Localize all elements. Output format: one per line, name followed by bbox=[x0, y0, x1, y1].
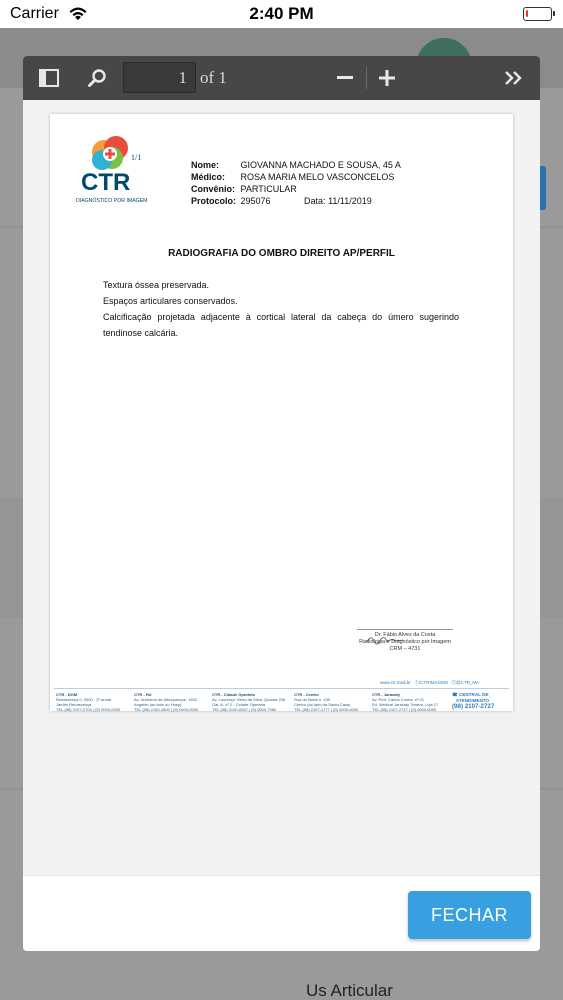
doctor-name: ROSA MARIA MELO VASCONCELOS bbox=[240, 172, 395, 182]
sidebar-toggle-icon[interactable] bbox=[35, 56, 63, 100]
protocol-label: Protocolo: bbox=[191, 196, 236, 206]
signature-name: Dr. Fábio Alves da Costa bbox=[374, 632, 436, 638]
footer-unit bbox=[212, 692, 288, 712]
close-button[interactable]: FECHAR bbox=[408, 891, 531, 939]
background-list-label: Us Articular bbox=[306, 981, 393, 1000]
page-indicator: 1/1 bbox=[131, 153, 142, 162]
unit-address: Av. Prof. Carlos Cunha, nº 01 bbox=[372, 697, 425, 702]
footer-site: www.ctr.med.br bbox=[380, 680, 411, 685]
unit-name: CTR - Jaracaty bbox=[372, 692, 401, 697]
pdf-viewer-area[interactable] bbox=[23, 100, 540, 875]
patient-name-row bbox=[191, 160, 401, 170]
unit-phone: TEL.(98) 3190-0057 | (9) 0000-7980 bbox=[212, 707, 277, 712]
facebook-icon: ⓕ bbox=[414, 680, 420, 685]
double-chevron-right-icon[interactable] bbox=[501, 56, 527, 100]
minus-icon[interactable] bbox=[333, 56, 357, 100]
central-phone: (98) 2107-2727 bbox=[452, 703, 495, 710]
page-total-label: of 1 bbox=[200, 68, 227, 87]
doctor-label: Médico: bbox=[191, 172, 226, 182]
date-value: 11/11/2019 bbox=[328, 196, 372, 206]
insurance-row bbox=[191, 184, 297, 194]
insurance-label: Convênio: bbox=[191, 184, 235, 194]
unit-address: Gal. A, nº 2 - Cidade Operária bbox=[212, 702, 266, 707]
phone-icon: ☎ bbox=[452, 692, 458, 697]
unit-name: CTR - DOM bbox=[56, 692, 78, 697]
patient-name-label: Nome: bbox=[191, 160, 220, 170]
finding-line: tendinose calcária. bbox=[103, 328, 179, 338]
footer-unit bbox=[56, 692, 132, 712]
unit-address: Renascença II, 0000 - 2º andar bbox=[56, 697, 112, 702]
report-modal bbox=[23, 56, 540, 951]
page-number-input[interactable]: 1 bbox=[123, 62, 196, 93]
unit-address: Centro (ao lado da Santa Casa) bbox=[294, 702, 351, 707]
instagram-icon: ◎ bbox=[451, 680, 457, 685]
signature-crm: CRM – 4731 bbox=[389, 646, 421, 652]
unit-address: Angelim (ao lado do Hosp) bbox=[134, 702, 182, 707]
exam-title: RADIOGRAFIA DO OMBRO DIREITO AP/PERFIL bbox=[168, 248, 395, 259]
signature-line bbox=[357, 629, 453, 630]
status-time: 2:40 PM bbox=[249, 4, 314, 23]
footer-social bbox=[380, 680, 479, 686]
unit-phone: TEL.(98) 2107-1777 | (9) 0000-0000 bbox=[294, 707, 359, 712]
central-label: CENTRAL DE bbox=[459, 692, 489, 697]
protocol-value: 295076 bbox=[240, 196, 271, 206]
signature-specialty: Radiologia e Diagnóstico por Imagem bbox=[359, 639, 451, 645]
plus-icon[interactable] bbox=[375, 56, 399, 100]
date-label: Data: bbox=[304, 196, 326, 206]
unit-phone: TEL.(98) 2107-2727 | (9) 0000-0000 bbox=[372, 707, 437, 712]
patient-name: GIOVANNA MACHADO E SOUSA, 45 A bbox=[240, 160, 401, 170]
central-atendimento bbox=[452, 692, 510, 710]
ctr-logo bbox=[76, 132, 156, 210]
finding-line: Textura óssea preservada. bbox=[103, 280, 210, 290]
unit-address: Rua do Norte n. 430 bbox=[294, 697, 331, 702]
footer-unit bbox=[294, 692, 370, 712]
unit-phone: TEL.(98) 2107-2700 | (9) 0000-0000 bbox=[56, 707, 121, 712]
footer-unit bbox=[134, 692, 210, 712]
doctor-signature bbox=[350, 629, 460, 653]
protocol-row bbox=[191, 196, 372, 206]
search-icon[interactable] bbox=[83, 56, 111, 100]
unit-address: Av. Jerônimo de Albuquerque, 1602 bbox=[134, 697, 198, 702]
battery-icon bbox=[523, 7, 552, 21]
finding-line: Espaços articulares conservados. bbox=[103, 296, 238, 306]
pdf-page bbox=[50, 114, 513, 711]
unit-name: CTR - Centro bbox=[294, 692, 319, 697]
unit-address: Av. Lourenço Vieira da Silva, Quadra 205 bbox=[212, 697, 286, 702]
logo-subtitle: DIAGNÓSTICO POR IMAGEM bbox=[76, 198, 148, 204]
unit-phone: TEL.(98) 2150-1800 | (9) 0000-0000 bbox=[134, 707, 199, 712]
footer-facebook: /CTRIMAGEM bbox=[419, 680, 448, 685]
footer-unit bbox=[372, 692, 448, 712]
carrier-label: Carrier bbox=[10, 5, 59, 22]
modal-footer bbox=[23, 875, 540, 951]
status-bar bbox=[0, 0, 563, 28]
footer-instagram: @CTR_MA bbox=[456, 680, 480, 685]
unit-address: Ed. Medical Jaracaty Towers, Loja 17 bbox=[372, 702, 439, 707]
finding-line: Calcificação projetada adjacente à cortical lateral da cabeça do úmero sugerindo bbox=[103, 312, 459, 322]
battery-level bbox=[526, 10, 528, 17]
central-label: ATENDIMENTO bbox=[455, 698, 490, 703]
insurance-value: PARTICULAR bbox=[240, 184, 297, 194]
unit-address: Jardim Renascença bbox=[56, 702, 92, 707]
logo-text: CTR bbox=[81, 169, 131, 196]
toolbar-separator bbox=[366, 67, 367, 89]
doctor-row bbox=[191, 172, 394, 182]
pdf-toolbar bbox=[23, 56, 540, 100]
unit-name: CTR - HU bbox=[134, 692, 152, 697]
unit-name: CTR - Cidade Operária bbox=[212, 692, 255, 697]
footer-divider bbox=[54, 688, 509, 689]
